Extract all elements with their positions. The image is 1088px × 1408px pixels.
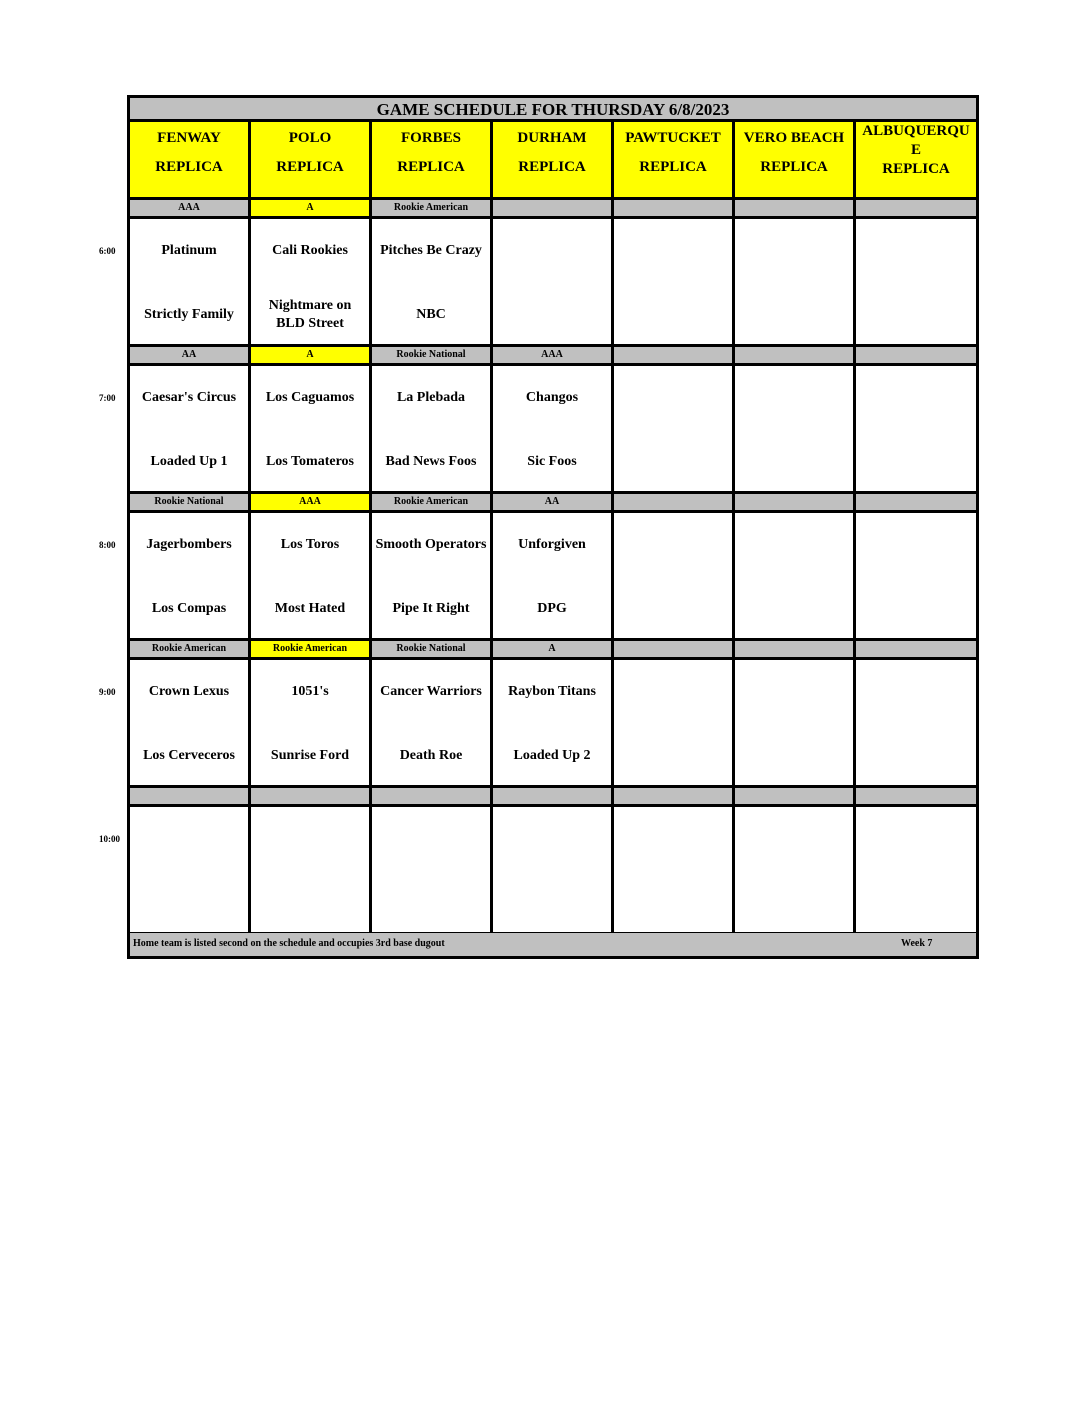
home-team: Los Cerveceros [143, 748, 235, 763]
division-label [856, 494, 976, 510]
away-team [856, 233, 976, 269]
field-name: ALBUQUERQU E REPLICA [856, 122, 976, 179]
footer-bar [130, 933, 976, 956]
field-header [493, 122, 614, 197]
game-cell [856, 219, 976, 344]
game-cell [493, 660, 614, 785]
away-team: Los Caguamos [265, 390, 355, 405]
home-team [493, 297, 611, 333]
division-label [251, 788, 372, 804]
away-team [856, 527, 976, 563]
home-team [614, 444, 732, 480]
game-cell [251, 660, 372, 785]
division-label [856, 788, 976, 804]
away-team [130, 821, 248, 857]
home-team [372, 885, 490, 921]
home-team [614, 591, 732, 627]
game-cell [130, 513, 251, 638]
home-team [735, 297, 853, 333]
field-header [251, 122, 372, 197]
division-label [614, 494, 735, 510]
game-cell [372, 219, 493, 344]
home-team [130, 885, 248, 921]
home-team: Loaded Up 2 [513, 748, 591, 763]
home-team: Pipe It Right [392, 601, 470, 616]
game-cell [130, 219, 251, 344]
schedule-title: GAME SCHEDULE FOR THURSDAY 6/8/2023 [130, 98, 976, 122]
time-label: 7:00 [99, 393, 116, 403]
game-cell [493, 366, 614, 491]
away-team [372, 821, 490, 857]
division-label: Rookie American [130, 641, 251, 657]
division-label [856, 347, 976, 363]
division-label: Rookie American [372, 200, 493, 216]
division-label [493, 788, 614, 804]
game-cell [735, 660, 856, 785]
division-label: A [493, 641, 614, 657]
division-label: A [251, 347, 372, 363]
away-team: Changos [525, 390, 579, 405]
home-team [735, 885, 853, 921]
away-team [856, 821, 976, 857]
away-team: Los Toros [280, 537, 340, 552]
game-row [130, 366, 976, 494]
game-cell [856, 366, 976, 491]
schedule-table [127, 95, 979, 959]
game-cell [735, 219, 856, 344]
home-team: Sunrise Ford [270, 748, 350, 763]
away-team [735, 527, 853, 563]
away-team: Smooth Operators [375, 537, 487, 552]
away-team [614, 821, 732, 857]
game-cell [251, 366, 372, 491]
home-team [856, 591, 976, 627]
division-label: AAA [493, 347, 614, 363]
game-cell [372, 366, 493, 491]
division-label [735, 788, 856, 804]
away-team: Caesar's Circus [141, 390, 237, 405]
home-team [856, 297, 976, 333]
home-team: Strictly Family [144, 307, 234, 322]
field-type: REPLICA [155, 159, 223, 175]
game-row [130, 660, 976, 788]
field-header [614, 122, 735, 197]
game-cell [372, 660, 493, 785]
division-label: AAA [251, 494, 372, 510]
away-team: 1051's [291, 684, 329, 699]
game-cell [735, 513, 856, 638]
game-cell [614, 219, 735, 344]
away-team: Unforgiven [518, 537, 586, 552]
home-team: Nightmare on BLD Street [268, 298, 352, 331]
field-header-row [130, 122, 976, 200]
field-type: REPLICA [397, 159, 465, 175]
game-cell [493, 807, 614, 932]
away-team: La Plebada [396, 390, 466, 405]
home-team: Bad News Foos [385, 454, 477, 469]
away-team [735, 380, 853, 416]
division-label [735, 200, 856, 216]
week-label: Week 7 [901, 938, 933, 949]
home-team [614, 885, 732, 921]
game-row [130, 807, 976, 935]
division-label: AA [130, 347, 251, 363]
away-team [493, 821, 611, 857]
field-header [130, 122, 251, 197]
home-team [493, 885, 611, 921]
away-team [614, 527, 732, 563]
field-header [856, 122, 976, 197]
division-label [372, 788, 493, 804]
home-team: NBC [416, 307, 446, 322]
game-cell [130, 660, 251, 785]
field-name: POLO [288, 130, 332, 146]
home-team: Los Compas [151, 601, 227, 616]
away-team [856, 674, 976, 710]
home-team: DPG [537, 601, 567, 616]
division-label [614, 347, 735, 363]
division-label: AA [493, 494, 614, 510]
field-header [735, 122, 856, 197]
division-row [130, 494, 976, 513]
division-label [614, 788, 735, 804]
division-label [614, 641, 735, 657]
game-cell [856, 513, 976, 638]
division-label [856, 641, 976, 657]
division-label: Rookie American [372, 494, 493, 510]
away-team [493, 233, 611, 269]
game-cell [251, 219, 372, 344]
field-type: REPLICA [639, 159, 707, 175]
field-name: VERO BEACH [743, 130, 845, 146]
away-team: Crown Lexus [148, 684, 230, 699]
division-row [130, 200, 976, 219]
division-label [735, 347, 856, 363]
division-label [130, 788, 251, 804]
home-team: Sic Foos [527, 454, 577, 469]
game-cell [493, 513, 614, 638]
home-team [856, 444, 976, 480]
division-label [856, 200, 976, 216]
home-team [856, 738, 976, 774]
game-cell [130, 807, 251, 932]
division-label [735, 494, 856, 510]
field-name: PAWTUCKET [625, 130, 721, 146]
time-label: 8:00 [99, 540, 116, 550]
away-team: Cancer Warriors [380, 684, 482, 699]
away-team [614, 233, 732, 269]
away-team [856, 380, 976, 416]
game-cell [251, 513, 372, 638]
field-name: FORBES [400, 130, 461, 146]
away-team [735, 233, 853, 269]
away-team [614, 380, 732, 416]
field-header [372, 122, 493, 197]
division-label: Rookie National [372, 347, 493, 363]
game-cell [614, 807, 735, 932]
game-cell [372, 807, 493, 932]
time-label: 9:00 [99, 687, 116, 697]
home-team [735, 444, 853, 480]
home-team [251, 885, 369, 921]
game-cell [614, 660, 735, 785]
home-team [735, 591, 853, 627]
game-cell [856, 660, 976, 785]
game-row [130, 513, 976, 641]
division-row [130, 788, 976, 807]
game-cell [614, 513, 735, 638]
field-type: REPLICA [518, 159, 586, 175]
footer-note: Home team is listed second on the schedule and occupies 3rd base dugout [133, 938, 445, 949]
field-type: REPLICA [276, 159, 344, 175]
home-team [614, 297, 732, 333]
game-cell [130, 366, 251, 491]
away-team [735, 674, 853, 710]
division-row [130, 641, 976, 660]
time-label: 6:00 [99, 246, 116, 256]
game-cell [493, 219, 614, 344]
field-type: REPLICA [760, 159, 828, 175]
game-cell [251, 807, 372, 932]
game-cell [372, 513, 493, 638]
away-team [251, 821, 369, 857]
field-type: REPLICA [882, 161, 950, 177]
game-cell [856, 807, 976, 932]
game-cell [735, 366, 856, 491]
division-label: AAA [130, 200, 251, 216]
division-label: Rookie National [130, 494, 251, 510]
game-cell [614, 366, 735, 491]
division-label [493, 200, 614, 216]
away-team: Cali Rookies [272, 243, 348, 258]
division-label [614, 200, 735, 216]
home-team: Most Hated [274, 601, 346, 616]
field-name: FENWAY [157, 130, 221, 146]
away-team: Platinum [161, 243, 217, 258]
game-cell [735, 807, 856, 932]
away-team: Raybon Titans [508, 684, 596, 699]
game-row [130, 219, 976, 347]
away-team: Jagerbombers [146, 537, 232, 552]
field-name: DURHAM [517, 130, 587, 146]
home-team [735, 738, 853, 774]
division-label: Rookie National [372, 641, 493, 657]
away-team [614, 674, 732, 710]
time-label: 10:00 [99, 834, 120, 844]
home-team [856, 885, 976, 921]
away-team: Pitches Be Crazy [380, 243, 482, 258]
home-team [614, 738, 732, 774]
home-team: Los Tomateros [265, 454, 355, 469]
home-team: Death Roe [399, 748, 463, 763]
home-team: Loaded Up 1 [150, 454, 228, 469]
division-row [130, 347, 976, 366]
division-label [735, 641, 856, 657]
division-label: A [251, 200, 372, 216]
away-team [735, 821, 853, 857]
division-label: Rookie American [251, 641, 372, 657]
